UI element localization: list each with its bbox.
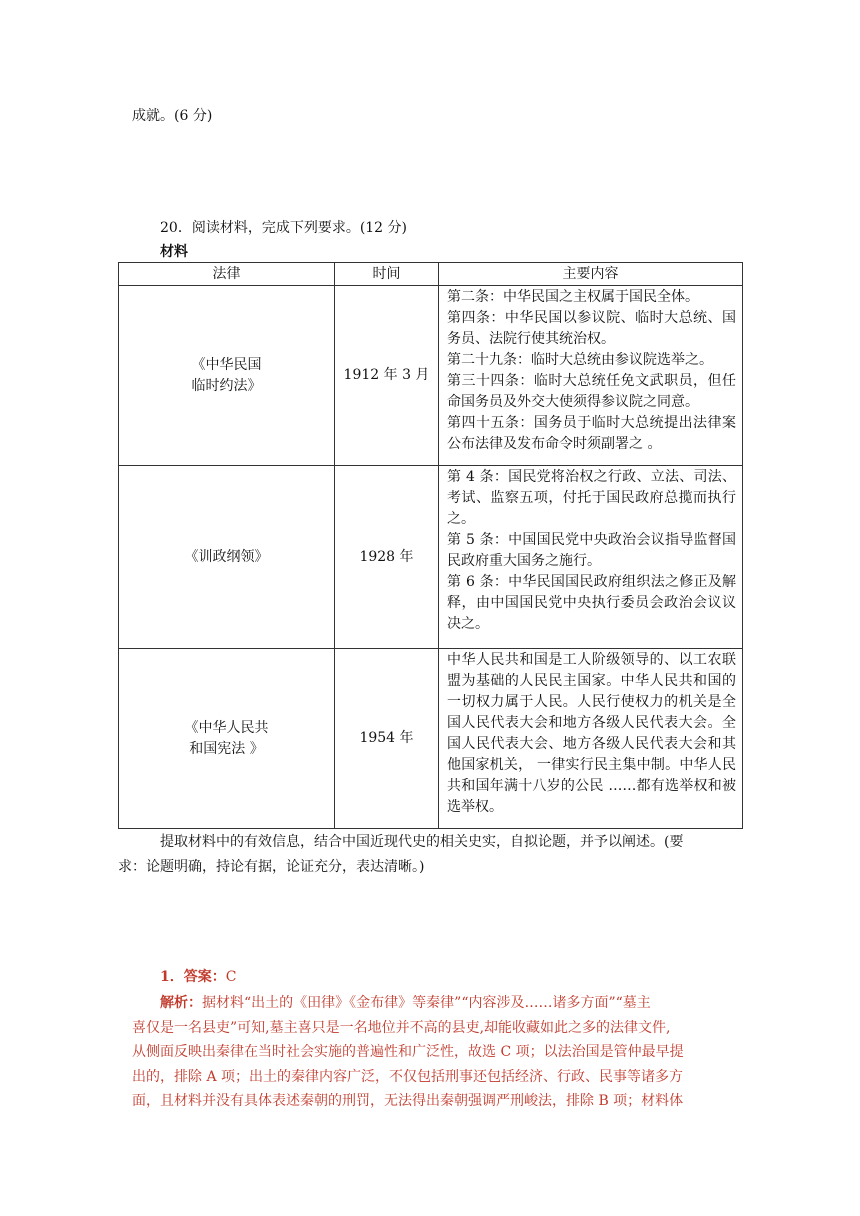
- previous-question-tail: 成就。(6 分): [132, 108, 213, 124]
- content-cell: [439, 649, 743, 829]
- article-text: 第二条：中华民国之主权属于国民全体。: [447, 289, 699, 305]
- header-time: 时间: [335, 263, 439, 286]
- header-content: 主要内容: [439, 263, 743, 286]
- article-text: 第三十四条：临时大总统任免文武职员，但任命国务员及外交大使须得参议院之同意。: [447, 373, 736, 410]
- law-name-line: 临时约法》: [191, 377, 262, 394]
- law-name-line: 《中华民国: [191, 356, 262, 373]
- analysis-line: 从侧面反映出秦律在当时社会实施的普遍性和广泛性，故选 C 项；以法治国是管仲最早提: [132, 1044, 684, 1060]
- task-prompt-line: 求：论题明确，持论有据，论证充分，表达清晰。): [118, 859, 425, 875]
- law-comparison-table: [118, 262, 743, 829]
- analysis-line: 出的，排除 A 项；出土的秦律内容广泛，不仅包括刑事还包括经济、行政、民事等诸多方: [132, 1068, 684, 1085]
- law-name-line: 《中华人民共: [184, 719, 269, 736]
- analysis-line: 喜仅是一名县吏”可知,墓主喜只是一名地位并不高的县吏,却能收藏如此之多的法律文件,: [132, 1019, 671, 1036]
- content-cell: [439, 466, 743, 649]
- answer-value: C: [225, 969, 237, 985]
- analysis-text: 据材料“出土的《田律》《金布律》等秦律”“内容涉及……诸多方面”“墓主: [202, 995, 651, 1011]
- table-row: [119, 286, 743, 466]
- time-cell: 1912 年 3 月: [335, 286, 439, 466]
- article-text: 第四十五条：国务员于临时大总统提出法律案公布法律及发布命令时须副署之 。: [447, 415, 736, 452]
- article-text: 第 5 条：中国国民党中央政治会议指导监督国民政府重大国务之施行。: [447, 532, 736, 569]
- analysis-line: [132, 991, 743, 1016]
- law-name-cell: [119, 466, 335, 649]
- content-cell: [439, 286, 743, 466]
- answer-label: 1．答案：: [160, 969, 226, 985]
- analysis-line: 面，且材料并没有具体表述秦朝的刑罚，无法得出秦朝强调严刑峻法，排除 B 项；材料体: [132, 1093, 684, 1109]
- article-text: 第 6 条：中华民国国民政府组织法之修正及解释，由中国国民党中央执行委员会政治会议议决之。: [447, 574, 736, 632]
- law-name-cell: [119, 649, 335, 829]
- article-text: 第 4 条：国民党将治权之行政、立法、司法、考试、监察五项，付托于国民政府总揽而执行之。: [447, 469, 736, 527]
- article-text: 第四条：中华民国以参议院、临时大总统、国务员、法院行使其统治权。: [447, 310, 736, 347]
- time-cell: 1954 年: [335, 649, 439, 829]
- header-law: 法律: [119, 263, 335, 286]
- question-20-title: 20．阅读材料，完成下列要求。(12 分): [160, 220, 408, 236]
- analysis-block: [132, 991, 743, 1114]
- law-name-line: 和国宪法 》: [189, 740, 264, 757]
- task-prompt-line: 提取材料中的有效信息，结合中国近现代史的相关史实，自拟论题，并予以阐述。(要: [160, 834, 684, 850]
- analysis-label: 解析：: [160, 995, 202, 1011]
- table-row: [119, 466, 743, 649]
- table-header-row: [119, 263, 743, 286]
- article-text: 第二十九条：临时大总统由参议院选举之。: [447, 352, 713, 368]
- table-row: [119, 649, 743, 829]
- answer-header: [160, 967, 236, 987]
- time-cell: 1928 年: [335, 466, 439, 649]
- law-name-cell: [119, 286, 335, 466]
- article-text: 中华人民共和国是工人阶级领导的、以工农联盟为基础的人民民主国家。中华人民共和国的一切权力属于人民。人民行使权力的机关是全国人民代表大会和地方各级人民代表大会。全国人民代表大会、地方各级人民代表大会和其他国家机关， 一律实行民主集中制。中华人民共和国年满十八岁的公民 ……都有选举权和被选举权。: [447, 652, 736, 815]
- material-label: 材料: [160, 244, 188, 260]
- law-name-line: 《训政纲领》: [184, 548, 269, 565]
